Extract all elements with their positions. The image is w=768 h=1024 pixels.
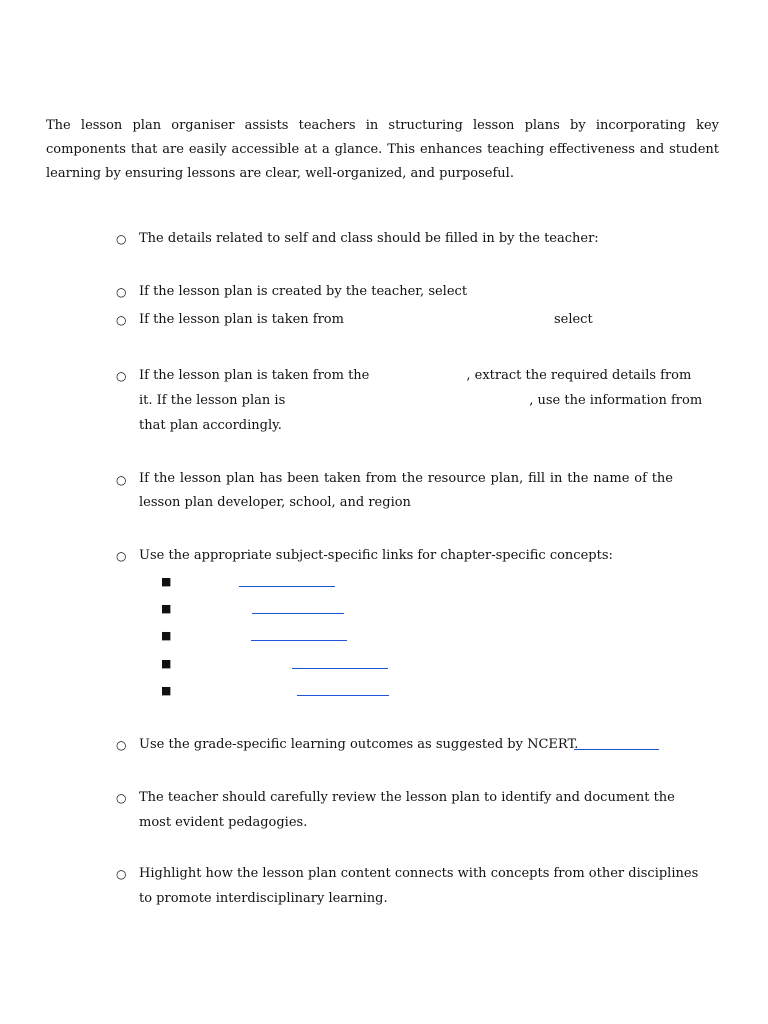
instruction-taken-from-start: If the lesson plan is taken from (139, 312, 344, 327)
intro-paragraph: The lesson plan organiser assists teachers in structuring lesson plans by incorporating key components that are easily accessible at a glance. This enhances teaching effectiveness and student learning by ensuring lessons are clear, well-organized, and purposeful. (46, 118, 719, 181)
extract-line1-start: If the lesson plan is taken from the (139, 368, 370, 383)
circle-bullet: ○ (116, 232, 127, 246)
instruction-resource-plan: If the lesson plan has been taken from the resource plan, fill in the name of the lesson plan developer, school, and region (139, 471, 673, 510)
instruction-extract-details (139, 363, 739, 438)
circle-bullet: ○ (116, 549, 127, 563)
instruction-subject-links: Use the appropriate subject-specific links for chapter-specific concepts: (139, 548, 613, 563)
circle-bullet: ○ (116, 473, 127, 487)
subject-link-4[interactable] (292, 668, 388, 669)
square-bullet: ■ (161, 629, 172, 642)
extract-line3: that plan accordingly. (139, 418, 282, 433)
instruction-learning-outcomes: Use the grade-specific learning outcomes as suggested by NCERT. (139, 737, 579, 752)
square-bullet: ■ (161, 602, 172, 615)
instruction-self-class: The details related to self and class should be filled in by the teacher: (139, 231, 599, 246)
subject-link-2[interactable] (252, 613, 344, 614)
subject-link-1[interactable] (239, 586, 335, 587)
circle-bullet: ○ (116, 791, 127, 805)
instruction-interdisciplinary: Highlight how the lesson plan content connects with concepts from other disciplines to promote interdisciplinary learning. (139, 866, 699, 906)
subject-link-5[interactable] (297, 695, 389, 696)
circle-bullet: ○ (116, 369, 127, 383)
instruction-review-pedagogies: The teacher should carefully review the lesson plan to identify and document the most evident pedagogies. (139, 790, 675, 830)
circle-bullet: ○ (116, 313, 127, 327)
extract-line2-end: , use the information from (529, 393, 703, 408)
instruction-created-by-teacher: If the lesson plan is created by the teacher, select (139, 284, 468, 299)
subject-link-3[interactable] (251, 640, 347, 641)
instruction-taken-from-end: select (553, 312, 593, 327)
square-bullet: ■ (161, 684, 172, 697)
instruction-taken-from (139, 307, 719, 332)
square-bullet: ■ (161, 657, 172, 670)
ncert-outcomes-link[interactable] (574, 749, 659, 750)
square-bullet: ■ (161, 575, 172, 588)
circle-bullet: ○ (116, 867, 127, 881)
extract-line2-start: it. If the lesson plan is (139, 393, 286, 408)
extract-line1-end: , extract the required details from (466, 368, 692, 383)
circle-bullet: ○ (116, 285, 127, 299)
circle-bullet: ○ (116, 738, 127, 752)
